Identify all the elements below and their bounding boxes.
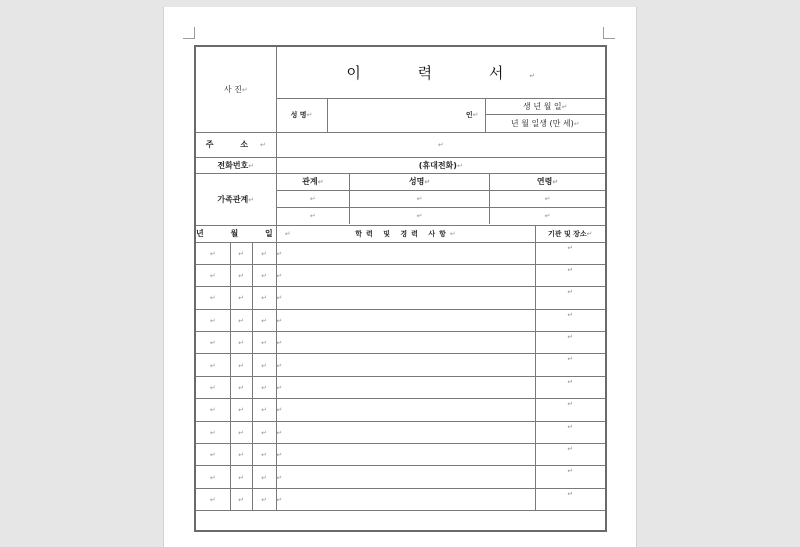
history-detail[interactable]: ↵ [276,287,535,309]
mobile-label: (휴대전화) [418,160,457,170]
history-day[interactable]: ↵ [252,488,276,510]
crop-mark-top-left [183,27,195,39]
history-day[interactable]: ↵ [252,309,276,331]
history-date-header: 년 월 일↵ [195,225,276,242]
history-year[interactable]: ↵ [195,242,230,264]
history-year[interactable]: ↵ [195,354,230,376]
history-year[interactable]: ↵ [195,264,230,286]
crop-mark-top-right [603,27,615,39]
history-org[interactable]: ↵ [535,466,606,488]
history-day[interactable]: ↵ [252,376,276,398]
history-year[interactable]: ↵ [195,309,230,331]
history-row [195,444,606,466]
birth-subtable [486,99,606,132]
history-year[interactable]: ↵ [195,488,230,510]
resume-title: 이 력 서 [346,63,530,82]
bottom-field[interactable] [195,511,606,531]
family-header-name: 성명↵ [350,174,490,190]
history-org-header: 기관 및 장소↵ [535,225,606,242]
family-field[interactable]: ↵ [277,190,350,207]
history-detail[interactable]: ↵ [276,399,535,421]
family-cell [276,173,606,225]
history-day[interactable]: ↵ [252,264,276,286]
history-row [195,399,606,421]
history-month[interactable]: ↵ [230,399,252,421]
history-day[interactable]: ↵ [252,399,276,421]
photo-cell[interactable]: 사 진↵ [195,46,276,132]
name-label-cell: 성 명↵ [276,98,327,132]
history-detail[interactable]: ↵ [276,488,535,510]
history-org[interactable]: ↵ [535,421,606,443]
history-month[interactable]: ↵ [230,354,252,376]
history-row [195,309,606,331]
history-month[interactable]: ↵ [230,444,252,466]
history-org[interactable]: ↵ [535,332,606,354]
history-org[interactable]: ↵ [535,444,606,466]
phone-field[interactable]: (휴대전화)↵ [276,157,606,173]
family-subtable [277,174,606,224]
history-detail[interactable]: ↵ [276,421,535,443]
history-day[interactable]: ↵ [252,242,276,264]
history-row [195,332,606,354]
birth-value-field[interactable]: 년 월 일생 (만 세)↵ [486,114,606,132]
history-year[interactable]: ↵ [195,421,230,443]
photo-label: 사 진 [223,84,242,94]
history-org[interactable]: ↵ [535,354,606,376]
history-detail[interactable]: ↵ [276,466,535,488]
history-year[interactable]: ↵ [195,376,230,398]
history-day[interactable]: ↵ [252,287,276,309]
address-field[interactable]: ↵ [276,132,606,157]
history-day[interactable]: ↵ [252,466,276,488]
history-org[interactable]: ↵ [535,242,606,264]
history-row [195,466,606,488]
history-row [195,376,606,398]
history-month[interactable]: ↵ [230,242,252,264]
history-org[interactable]: ↵ [535,376,606,398]
family-field[interactable]: ↵ [490,207,606,224]
family-label-cell: 가족관계↵ [195,173,276,225]
title-cell: 이 력 서↵ [276,46,606,98]
family-field[interactable]: ↵ [350,207,490,224]
phone-label-cell: 전화번호↵ [195,157,276,173]
birth-cell [485,98,606,132]
history-row [195,287,606,309]
history-row [195,354,606,376]
history-header: 학력 및 경력 사항↵ [276,225,535,242]
history-row [195,242,606,264]
history-detail[interactable]: ↵ [276,376,535,398]
history-org[interactable]: ↵ [535,264,606,286]
history-year[interactable]: ↵ [195,287,230,309]
history-row [195,264,606,286]
history-day[interactable]: ↵ [252,332,276,354]
address-label-cell: 주 소↵ [195,132,276,157]
family-field[interactable]: ↵ [490,190,606,207]
family-header-relation: 관계↵ [302,177,324,187]
history-month[interactable]: ↵ [230,309,252,331]
history-month[interactable]: ↵ [230,287,252,309]
history-month[interactable]: ↵ [230,376,252,398]
history-detail[interactable]: ↵ [276,332,535,354]
family-field[interactable]: ↵ [277,207,350,224]
history-org[interactable]: ↵ [535,309,606,331]
history-row [195,421,606,443]
history-detail[interactable]: ↵ [276,242,535,264]
history-month[interactable]: ↵ [230,488,252,510]
history-day[interactable]: ↵ [252,444,276,466]
history-year[interactable]: ↵ [195,444,230,466]
history-month[interactable]: ↵ [230,332,252,354]
family-field[interactable]: ↵ [350,190,490,207]
history-detail[interactable]: ↵ [276,264,535,286]
history-detail[interactable]: ↵ [276,444,535,466]
seal-label: 인 [465,111,473,119]
history-year[interactable]: ↵ [195,399,230,421]
history-row [195,488,606,510]
history-org[interactable]: ↵ [535,488,606,510]
history-year[interactable]: ↵ [195,466,230,488]
birth-label: 생 년 월 일↵ [523,101,568,111]
history-detail[interactable]: ↵ [276,354,535,376]
history-month[interactable]: ↵ [230,466,252,488]
history-month[interactable]: ↵ [230,421,252,443]
name-field[interactable]: 인↵ [327,98,485,132]
history-month[interactable]: ↵ [230,264,252,286]
history-day[interactable]: ↵ [252,354,276,376]
history-year[interactable]: ↵ [195,332,230,354]
history-detail[interactable]: ↵ [276,309,535,331]
history-day[interactable]: ↵ [252,421,276,443]
family-header-age: 연령↵ [490,174,606,190]
history-org[interactable]: ↵ [535,399,606,421]
resume-form-table [194,45,607,532]
history-org[interactable]: ↵ [535,287,606,309]
